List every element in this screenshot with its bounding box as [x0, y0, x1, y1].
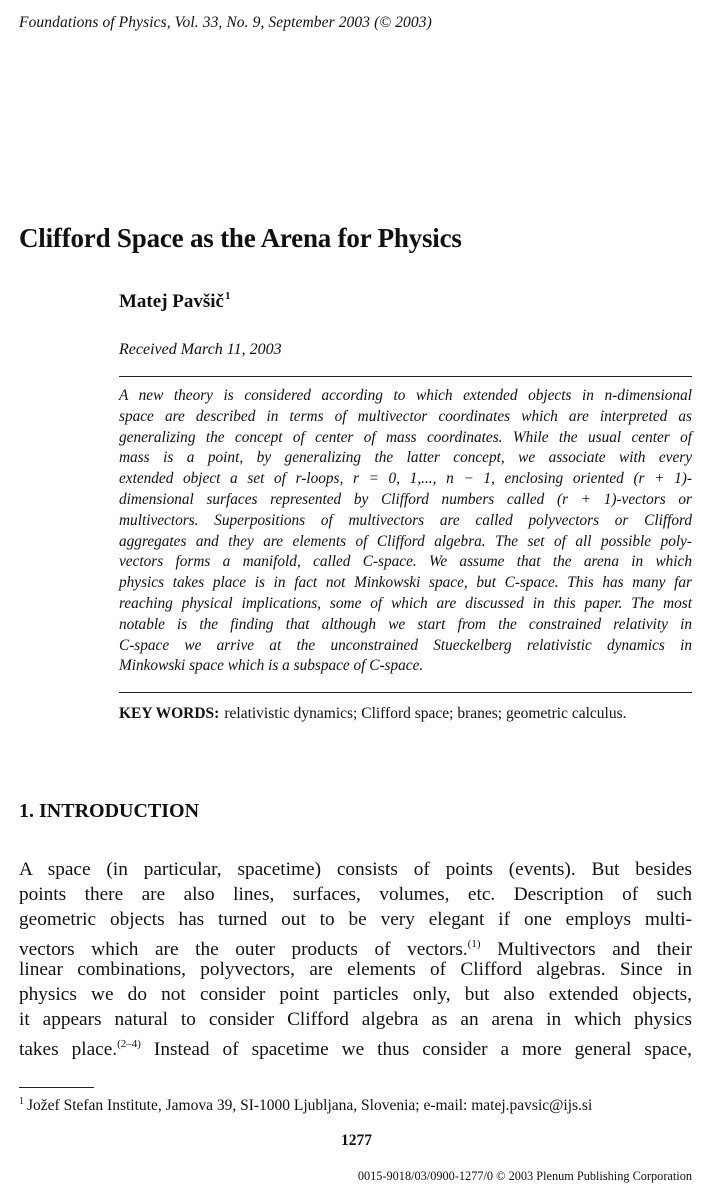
abstract-line: C-space we arrive at the unconstrained Stueckelberg relativistic dynamics in	[119, 636, 692, 654]
abstract-top-rule	[119, 376, 692, 377]
abstract-bottom-rule	[119, 692, 692, 693]
abstract-line: aggregates and they are elements of Clifford algebra. The set of all possible poly-	[119, 532, 692, 550]
abstract-line: multivectors. Superpositions of multivectors are called polyvectors or Clifford	[119, 511, 692, 529]
abstract-line: reaching physical implications, some of which are discussed in this paper. The most	[119, 594, 692, 612]
journal-header: Foundations of Physics, Vol. 33, No. 9, September 2003 (© 2003)	[19, 14, 432, 31]
copyright-line: 0015-9018/03/0900-1277/0 © 2003 Plenum Publishing Corporation	[357, 1169, 692, 1183]
body-text: Multivectors and their	[480, 939, 693, 960]
page-number: 1277	[341, 1132, 372, 1149]
body-line: linear combinations, polyvectors, are elements of Clifford algebras. Since in	[19, 959, 692, 980]
abstract-line: physics takes place is in fact not Minkowski space, but C-space. This has many far	[119, 574, 692, 592]
keywords-label: KEY WORDS:	[119, 705, 220, 722]
author-name: Matej Pavšič	[119, 291, 224, 312]
abstract-line: vectors forms a manifold, called C-space. We assume that the arena in which	[119, 553, 692, 571]
body-line: it appears natural to consider Clifford algebra as an arena in which physics	[19, 1009, 692, 1030]
author-footnote-mark: 1	[224, 290, 231, 302]
body-text: takes place.	[19, 1039, 118, 1060]
keywords-text: relativistic dynamics; Clifford space; branes; geometric calculus.	[224, 705, 627, 722]
body-text: Instead of spacetime we thus consider a more general space,	[140, 1039, 692, 1060]
body-line: physics we do not consider point particles only, but also extended objects,	[19, 984, 692, 1005]
body-text: vectors which are the outer products of vectors.	[19, 939, 468, 960]
abstract-line: A new theory is considered according to which extended objects in n-dimensional	[119, 387, 692, 404]
footnote-mark: 1	[19, 1096, 24, 1107]
author-line	[119, 290, 230, 313]
abstract-line: Minkowski space which is a subspace of C-space.	[119, 657, 424, 675]
paper-title: Clifford Space as the Arena for Physics	[19, 223, 462, 253]
received-date: Received March 11, 2003	[119, 341, 282, 358]
citation-ref: (1)	[467, 938, 481, 950]
body-line: geometric objects has turned out to be very elegant if one employs multi-	[19, 909, 692, 930]
abstract-line: dimensional surfaces represented by Clifford numbers called (r + 1)-vectors or	[119, 490, 692, 508]
footnote-text: Jožef Stefan Institute, Jamova 39, SI-1000 Ljubljana, Slovenia; e-mail: matej.pavsic@ijs.si	[27, 1097, 593, 1114]
abstract-line: mass is a point, by generalizing the latter concept, we associate with every	[119, 449, 692, 467]
body-line: A space (in particular, spacetime) consists of points (events). But besides	[19, 859, 692, 880]
body-line	[19, 1032, 692, 1060]
body-line: points there are also lines, surfaces, volumes, etc. Description of such	[19, 884, 692, 905]
abstract-line: space are described in terms of multivector coordinates which are interpreted as	[119, 407, 692, 425]
body-line	[19, 932, 693, 960]
abstract-line: generalizing the concept of center of mass coordinates. While the usual center of	[119, 428, 692, 446]
footnote	[19, 1096, 592, 1115]
citation-ref: (2–4)	[117, 1038, 141, 1050]
abstract-line: notable is the finding that although we start from the constrained relativity in	[119, 615, 692, 633]
keywords	[119, 705, 627, 723]
footnote-rule	[19, 1087, 94, 1088]
abstract-line: extended object a set of r-loops, r = 0, 1,..., n − 1, enclosing oriented (r + 1)-	[119, 470, 692, 488]
body-paragraph	[19, 857, 693, 1060]
abstract	[119, 386, 692, 677]
section-heading: 1. INTRODUCTION	[19, 800, 200, 822]
